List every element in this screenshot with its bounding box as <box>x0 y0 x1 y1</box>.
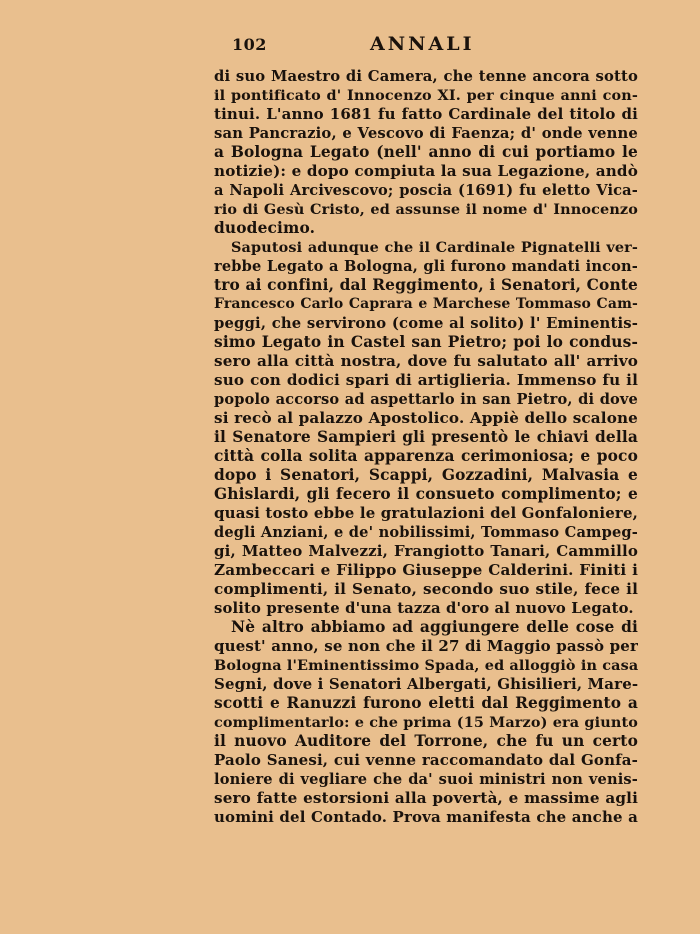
text-line: dopo i Senatori, Scappi, Gozzadini, Malvasia e <box>214 466 638 484</box>
text-line: rebbe Legato a Bologna, gli furono mandati incon- <box>214 258 638 275</box>
text-line: gi, Matteo Malvezzi, Frangiotto Tanari, Cammillo <box>214 542 638 560</box>
text-line: Ghislardi, gli fecero il consueto complimento; e <box>214 485 638 503</box>
text-line: sero alla città nostra, dove fu salutato all' arrivo <box>214 352 638 370</box>
text-line: Segni, dove i Senatori Albergati, Ghisilieri, Mare- <box>214 675 638 693</box>
text-line: Zambeccari e Filippo Giuseppe Calderini. Finiti i <box>214 561 638 579</box>
text-line: Paolo Sanesi, cui venne raccomandato dal Gonfa- <box>214 751 638 769</box>
page-number: 102 <box>232 35 267 54</box>
text-line: sero fatte estorsioni alla povertà, e massime agli <box>214 789 638 807</box>
text-line: a Bologna Legato (nell' anno di cui portiamo le <box>214 143 638 161</box>
text-line: Nè altro abbiamo ad aggiungere delle cose di <box>231 618 638 636</box>
text-line: san Pancrazio, e Vescovo di Faenza; d' onde venne <box>214 125 638 142</box>
text-line: complimenti, il Senato, secondo suo stile, fece il <box>214 580 638 598</box>
text-line: suo con dodici spari di artiglieria. Immenso fu il <box>214 371 638 389</box>
text-line: si recò al palazzo Apostolico. Appiè dello scalone <box>214 409 638 427</box>
text-line: solito presente d'una tazza d'oro al nuovo Legato. <box>214 600 634 617</box>
text-line: di suo Maestro di Camera, che tenne ancora sotto <box>214 68 638 85</box>
body-text <box>214 67 638 827</box>
text-line: Bologna l'Eminentissimo Spada, ed alloggiò in casa <box>214 657 638 674</box>
text-line: Saputosi adunque che il Cardinale Pignatelli ver- <box>231 239 638 256</box>
text-line: notizie): e dopo compiuta la sua Legazione, andò <box>214 162 638 180</box>
text-line: peggi, che servirono (come al solito) l' Eminentis- <box>214 315 638 332</box>
text-line: rio di Gesù Cristo, ed assunse il nome d' Innocenzo <box>214 201 638 218</box>
text-line: a Napoli Arcivescovo; poscia (1691) fu eletto Vica- <box>214 182 638 199</box>
page-header <box>214 33 638 61</box>
running-head: ANNALI <box>370 33 475 55</box>
text-line: popolo accorso ad aspettarlo in san Pietro, di dove <box>214 391 638 408</box>
text-line: scotti e Ranuzzi furono eletti dal Reggimento a <box>214 694 638 712</box>
text-line: simo Legato in Castel san Pietro; poi lo condus- <box>214 333 638 351</box>
text-line: degli Anziani, e de' nobilissimi, Tommaso Campeg- <box>214 524 638 541</box>
text-line: il pontificato d' Innocenzo XI. per cinque anni con- <box>214 87 638 104</box>
text-line: loniere di vegliare che da' suoi ministri non venis- <box>214 771 638 788</box>
text-line: quasi tosto ebbe le gratulazioni del Gonfaloniere, <box>214 504 638 522</box>
text-line: tro ai confini, dal Reggimento, i Senatori, Conte <box>214 276 638 294</box>
text-line: città colla solita apparenza cerimoniosa; e poco <box>214 447 638 465</box>
text-line: tinui. L'anno 1681 fu fatto Cardinale del titolo di <box>214 105 638 123</box>
text-line: uomini del Contado. Prova manifesta che anche a <box>214 808 638 826</box>
text-line: Francesco Carlo Caprara e Marchese Tommaso Cam- <box>214 296 638 312</box>
text-line: il Senatore Sampieri gli presentò le chiavi della <box>214 428 638 446</box>
text-line: il nuovo Auditore del Torrone, che fu un certo <box>214 732 638 750</box>
text-line: quest' anno, se non che il 27 di Maggio passò per <box>214 637 638 655</box>
text-line: duodecimo. <box>214 219 316 237</box>
text-line: complimentarlo: e che prima (15 Marzo) era giunto <box>214 714 638 731</box>
